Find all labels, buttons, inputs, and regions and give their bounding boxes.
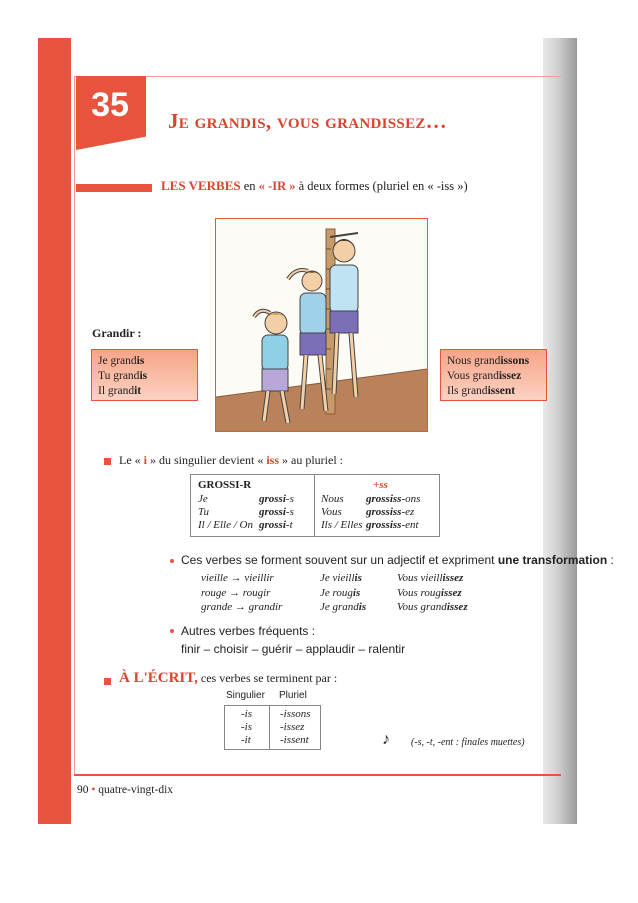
grandir-label: Grandir : [92, 326, 142, 340]
section-heading [161, 178, 468, 194]
children-height-illustration [215, 218, 428, 432]
page-number: 90 [77, 784, 89, 796]
written-form-heading: À L'ÉCRIT, ces verbes se terminent par : [119, 670, 338, 686]
grossir-plur-form: grossiss-ent [366, 519, 419, 531]
grossir-sing-form: grossi-s [259, 506, 294, 518]
grossir-sing-pronoun: Je [198, 493, 208, 505]
grossir-sing-form: grossi-t [259, 519, 293, 531]
singular-plural-rule: Le « i » du singulier devient « iss » au pluriel : [119, 453, 343, 467]
dot-bullet-icon [170, 559, 174, 563]
grossir-sing-form: grossi-s [259, 493, 294, 505]
grossir-plur-pronoun: Ils / Elles [321, 519, 363, 531]
grossir-plur-pronoun: Nous [321, 493, 344, 505]
other-verbs-list: finir – choisir – guérir – applaudir – ralentir [181, 642, 406, 656]
grandir-ils: Ils grandissent [447, 385, 516, 397]
grossir-conjugation-table [190, 474, 440, 537]
page-number-words: quatre-vingt-dix [98, 784, 174, 796]
page-sidebar-stripe [38, 38, 71, 824]
grandir-tu: Tu grandis [98, 370, 148, 382]
grandir-il: Il grandit [98, 385, 142, 397]
table-divider [314, 475, 315, 536]
heading-ending: « -IR » [258, 179, 296, 193]
heading-rest: à deux formes (pluriel en « -iss ») [295, 179, 468, 193]
table-divider [269, 706, 270, 749]
grossir-plur-pronoun: Vous [321, 506, 342, 518]
heading-bar [76, 184, 152, 192]
grossir-sing-pronoun: Il / Elle / On [198, 519, 253, 531]
grossir-plus: +ss [373, 479, 388, 491]
lesson-title: Je grandis, vous grandissez… [168, 109, 447, 133]
plural-examples: Vous vieillissez Vous rougissez Vous grandissez [397, 572, 468, 613]
endings-table [224, 705, 321, 750]
grandir-singular-box [91, 349, 198, 401]
page-footer [77, 784, 173, 796]
adjective-examples: vieille → vieillir rouge → rougir grande → grandir [201, 572, 283, 613]
grossir-plur-form: grossiss-ons [366, 493, 421, 505]
singular-examples: Je vieillis Je rougis Je grandis [320, 572, 367, 613]
transformation-text: Ces verbes se forment souvent sur un adjectif et expriment une transformation : [181, 553, 614, 567]
grossir-title: GROSSI-R [198, 479, 252, 491]
footer-bullet: • [91, 784, 96, 796]
heading-prefix: LES VERBES [161, 178, 241, 193]
dot-bullet-icon [170, 629, 174, 633]
other-verbs-label: Autres verbes fréquents : [181, 624, 316, 638]
bottom-rule [74, 774, 561, 776]
grandir-je: Je grandis [98, 355, 145, 367]
grossir-sing-pronoun: Tu [198, 506, 210, 518]
square-bullet-icon [104, 678, 111, 685]
lesson-number: 35 [91, 86, 129, 124]
heading-mid: en [240, 179, 259, 193]
grandir-nous: Nous grandissons [447, 355, 530, 367]
music-note-icon: ♪ [382, 731, 390, 748]
grandir-vous: Vous grandissez [447, 370, 522, 382]
grossir-plur-form: grossiss-ez [366, 506, 415, 518]
silent-endings-note: (-s, -t, -ent : finales muettes) [411, 737, 525, 748]
grandir-plural-box [440, 349, 547, 401]
plural-endings: -issons -issez -issent [280, 708, 311, 746]
square-bullet-icon [104, 458, 111, 465]
singular-endings: -is -is -it [241, 708, 252, 746]
